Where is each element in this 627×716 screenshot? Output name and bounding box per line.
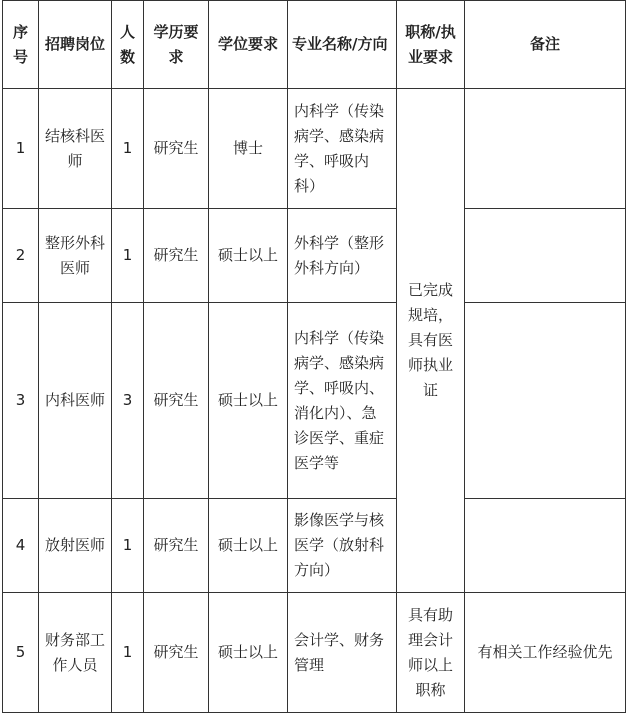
- cell-education: 研究生: [144, 89, 209, 209]
- header-degree: 学位要求: [209, 1, 288, 89]
- header-position: 招聘岗位: [39, 1, 112, 89]
- cell-degree: 硕士以上: [209, 499, 288, 593]
- table-row: [3, 499, 626, 593]
- cell-position: 财务部工作人员: [39, 593, 112, 713]
- cell-count: 1: [112, 499, 144, 593]
- header-no: 序号: [3, 1, 39, 89]
- cell-education: 研究生: [144, 499, 209, 593]
- cell-major: 外科学（整形外科方向）: [288, 209, 397, 303]
- header-remark: 备注: [465, 1, 626, 89]
- cell-position: 整形外科医师: [39, 209, 112, 303]
- cell-degree: 硕士以上: [209, 303, 288, 499]
- cell-position: 结核科医师: [39, 89, 112, 209]
- cell-education: 研究生: [144, 303, 209, 499]
- cell-remark: [465, 89, 626, 209]
- cell-remark: [465, 499, 626, 593]
- cell-major: 内科学（传染病学、感染病学、呼吸内科）: [288, 89, 397, 209]
- recruitment-table: [2, 0, 626, 713]
- header-education: 学历要求: [144, 1, 209, 89]
- cell-no: 3: [3, 303, 39, 499]
- cell-count: 1: [112, 209, 144, 303]
- header-count: 人数: [112, 1, 144, 89]
- header-major: 专业名称/方向: [288, 1, 397, 89]
- cell-position: 放射医师: [39, 499, 112, 593]
- table-row: [3, 593, 626, 713]
- cell-degree: 硕士以上: [209, 209, 288, 303]
- cell-education: 研究生: [144, 593, 209, 713]
- table-header-row: [3, 1, 626, 89]
- table-row: [3, 89, 626, 209]
- cell-major: 影像医学与核医学（放射科方向）: [288, 499, 397, 593]
- cell-remark: [465, 209, 626, 303]
- cell-no: 5: [3, 593, 39, 713]
- cell-count: 1: [112, 89, 144, 209]
- cell-education: 研究生: [144, 209, 209, 303]
- table-row: [3, 303, 626, 499]
- cell-degree: 博士: [209, 89, 288, 209]
- cell-title-req-merged: 已完成规培，具有医师执业证: [397, 89, 465, 593]
- cell-major: 会计学、财务管理: [288, 593, 397, 713]
- cell-remark: [465, 303, 626, 499]
- cell-major: 内科学（传染病学、感染病学、呼吸内、消化内）、急诊医学、重症医学等: [288, 303, 397, 499]
- cell-position: 内科医师: [39, 303, 112, 499]
- cell-no: 2: [3, 209, 39, 303]
- cell-no: 1: [3, 89, 39, 209]
- table-row: [3, 209, 626, 303]
- cell-count: 3: [112, 303, 144, 499]
- cell-count: 1: [112, 593, 144, 713]
- cell-degree: 硕士以上: [209, 593, 288, 713]
- cell-remark: 有相关工作经验优先: [465, 593, 626, 713]
- cell-no: 4: [3, 499, 39, 593]
- header-title-req: 职称/执业要求: [397, 1, 465, 89]
- cell-title-req: 具有助理会计师以上职称: [397, 593, 465, 713]
